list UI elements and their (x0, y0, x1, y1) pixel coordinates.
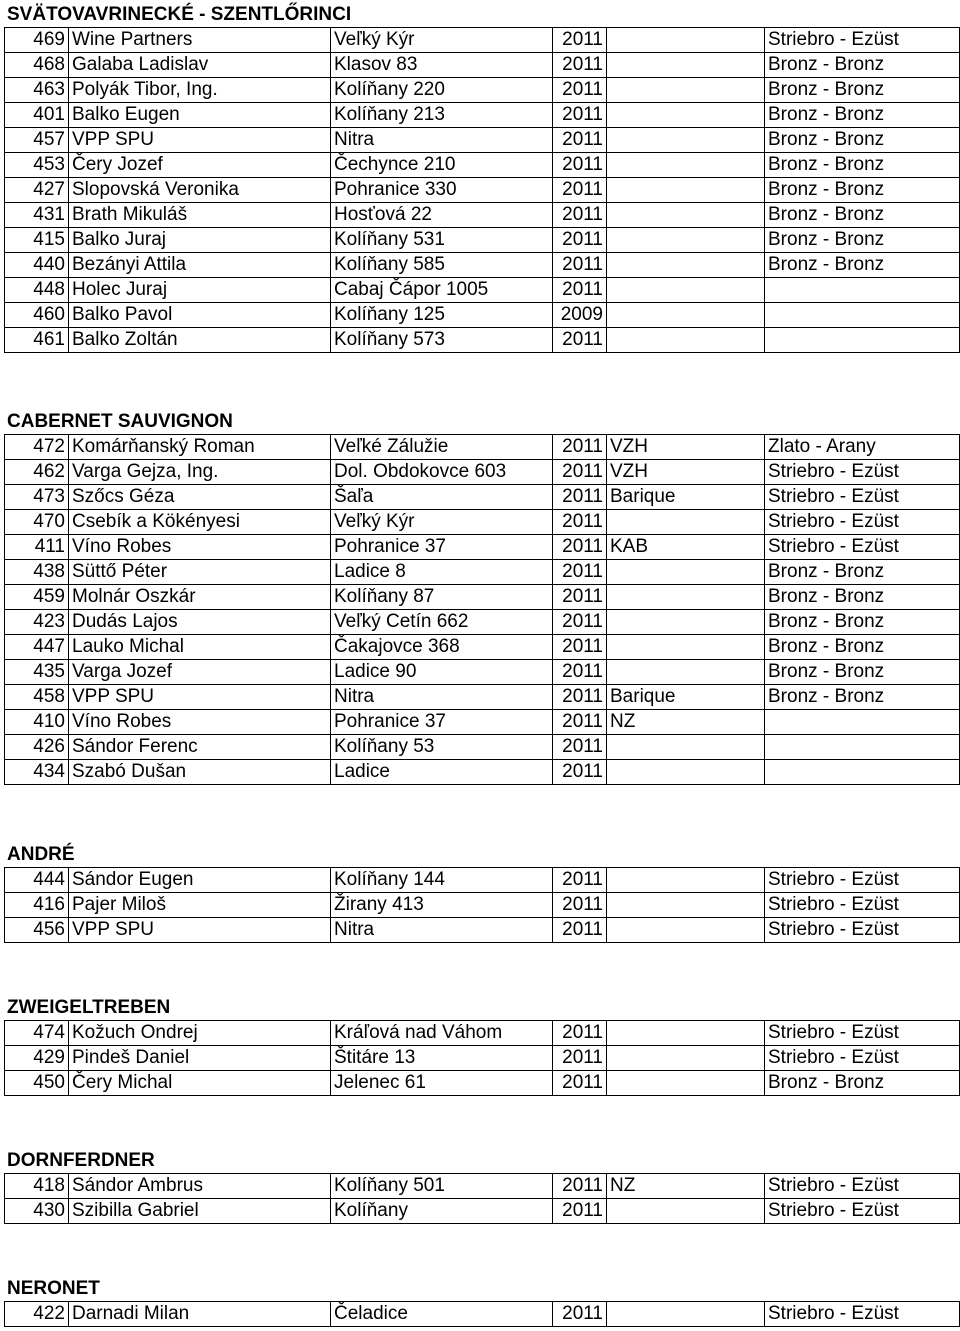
cell-producer: Darnadi Milan (69, 1302, 331, 1327)
cell-year: 2011 (553, 918, 607, 943)
section-title: ZWEIGELTREBEN (7, 997, 171, 1018)
cell-year: 2011 (553, 560, 607, 585)
cell-year: 2011 (553, 485, 607, 510)
cell-note (607, 253, 765, 278)
table-row (5, 103, 960, 128)
cell-number: 411 (5, 535, 69, 560)
cell-location: Kolíňany 531 (331, 228, 553, 253)
section-dornferdner (0, 1148, 960, 1224)
table-row (5, 710, 960, 735)
section-title: NERONET (7, 1278, 100, 1299)
cell-medal: Bronz - Bronz (765, 128, 960, 153)
cell-note (607, 128, 765, 153)
cell-number: 434 (5, 760, 69, 785)
cell-year: 2011 (553, 585, 607, 610)
table-row (5, 535, 960, 560)
cell-medal: Striebro - Ezüst (765, 1199, 960, 1224)
cell-year: 2011 (553, 78, 607, 103)
cell-medal: Striebro - Ezüst (765, 918, 960, 943)
cell-year: 2011 (553, 1021, 607, 1046)
cell-producer: Varga Jozef (69, 660, 331, 685)
cell-medal: Bronz - Bronz (765, 53, 960, 78)
cell-location: Kráľová nad Váhom (331, 1021, 553, 1046)
section-zweigeltreben (0, 995, 960, 1096)
cell-note (607, 760, 765, 785)
cell-location: Veľký Kýr (331, 28, 553, 53)
table-row (5, 303, 960, 328)
cell-note: NZ (607, 1174, 765, 1199)
cell-note (607, 53, 765, 78)
cell-location: Ladice 90 (331, 660, 553, 685)
cell-number: 416 (5, 893, 69, 918)
cell-note (607, 78, 765, 103)
cell-location: Klasov 83 (331, 53, 553, 78)
cell-producer: Čery Michal (69, 1071, 331, 1096)
cell-producer: Galaba Ladislav (69, 53, 331, 78)
cell-year: 2009 (553, 303, 607, 328)
cell-medal (765, 303, 960, 328)
cell-year: 2011 (553, 635, 607, 660)
cell-producer: Balko Juraj (69, 228, 331, 253)
cell-producer: Víno Robes (69, 710, 331, 735)
table-row (5, 435, 960, 460)
cell-location: Štitáre 13 (331, 1046, 553, 1071)
table-row (5, 585, 960, 610)
cell-medal: Bronz - Bronz (765, 685, 960, 710)
table-row (5, 278, 960, 303)
cell-location: Nitra (331, 918, 553, 943)
cell-year: 2011 (553, 253, 607, 278)
cell-note (607, 868, 765, 893)
cell-number: 461 (5, 328, 69, 353)
section-andre (0, 842, 960, 943)
cell-producer: Komárňanský Roman (69, 435, 331, 460)
results-table (4, 1301, 960, 1327)
section-neronet (0, 1276, 960, 1327)
cell-number: 410 (5, 710, 69, 735)
table-row (5, 610, 960, 635)
cell-medal: Bronz - Bronz (765, 660, 960, 685)
cell-medal: Striebro - Ezüst (765, 1021, 960, 1046)
cell-medal: Striebro - Ezüst (765, 485, 960, 510)
cell-location: Čeladice (331, 1302, 553, 1327)
cell-year: 2011 (553, 328, 607, 353)
cell-note (607, 635, 765, 660)
table-row (5, 760, 960, 785)
cell-number: 429 (5, 1046, 69, 1071)
cell-year: 2011 (553, 710, 607, 735)
cell-location: Dol. Obdokovce 603 (331, 460, 553, 485)
cell-producer: Wine Partners (69, 28, 331, 53)
table-row (5, 78, 960, 103)
table-row (5, 1071, 960, 1096)
cell-medal (765, 735, 960, 760)
cell-note (607, 103, 765, 128)
cell-producer: Szőcs Géza (69, 485, 331, 510)
cell-year: 2011 (553, 735, 607, 760)
cell-location: Šaľa (331, 485, 553, 510)
table-row (5, 53, 960, 78)
cell-medal: Striebro - Ezüst (765, 1046, 960, 1071)
cell-producer: Čery Jozef (69, 153, 331, 178)
cell-producer: Varga Gejza, Ing. (69, 460, 331, 485)
cell-note (607, 585, 765, 610)
table-row (5, 253, 960, 278)
cell-producer: Bezányi Attila (69, 253, 331, 278)
cell-year: 2011 (553, 460, 607, 485)
cell-note (607, 203, 765, 228)
table-row (5, 893, 960, 918)
cell-note: VZH (607, 435, 765, 460)
table-row (5, 635, 960, 660)
table-row (5, 735, 960, 760)
table-row (5, 178, 960, 203)
cell-year: 2011 (553, 1302, 607, 1327)
table-row (5, 918, 960, 943)
results-table (4, 1173, 960, 1224)
cell-note (607, 660, 765, 685)
cell-number: 470 (5, 510, 69, 535)
cell-location: Nitra (331, 128, 553, 153)
cell-medal: Striebro - Ezüst (765, 868, 960, 893)
cell-location: Žirany 413 (331, 893, 553, 918)
table-row (5, 560, 960, 585)
cell-number: 418 (5, 1174, 69, 1199)
table-row (5, 203, 960, 228)
cell-year: 2011 (553, 203, 607, 228)
cell-note: NZ (607, 710, 765, 735)
cell-medal: Bronz - Bronz (765, 253, 960, 278)
results-table (4, 1020, 960, 1096)
cell-number: 456 (5, 918, 69, 943)
cell-location: Kolíňany 501 (331, 1174, 553, 1199)
cell-number: 444 (5, 868, 69, 893)
cell-medal: Bronz - Bronz (765, 203, 960, 228)
cell-producer: Balko Pavol (69, 303, 331, 328)
cell-medal: Striebro - Ezüst (765, 460, 960, 485)
cell-year: 2011 (553, 760, 607, 785)
cell-producer: Kožuch Ondrej (69, 1021, 331, 1046)
cell-medal (765, 278, 960, 303)
cell-year: 2011 (553, 1174, 607, 1199)
cell-producer: Lauko Michal (69, 635, 331, 660)
cell-producer: Sándor Eugen (69, 868, 331, 893)
cell-location: Kolíňany 220 (331, 78, 553, 103)
cell-number: 460 (5, 303, 69, 328)
cell-producer: Dudás Lajos (69, 610, 331, 635)
cell-location: Kolíňany 144 (331, 868, 553, 893)
results-table (4, 434, 960, 785)
cell-producer: Sándor Ambrus (69, 1174, 331, 1199)
cell-medal: Bronz - Bronz (765, 610, 960, 635)
cell-location: Pohranice 37 (331, 535, 553, 560)
cell-medal: Striebro - Ezüst (765, 28, 960, 53)
cell-location: Pohranice 37 (331, 710, 553, 735)
cell-year: 2011 (553, 278, 607, 303)
cell-number: 431 (5, 203, 69, 228)
cell-location: Nitra (331, 685, 553, 710)
cell-producer: Süttő Péter (69, 560, 331, 585)
cell-location: Veľké Zálužie (331, 435, 553, 460)
cell-medal: Bronz - Bronz (765, 585, 960, 610)
cell-number: 453 (5, 153, 69, 178)
cell-note (607, 153, 765, 178)
cell-number: 415 (5, 228, 69, 253)
table-row (5, 1046, 960, 1071)
cell-year: 2011 (553, 660, 607, 685)
cell-year: 2011 (553, 893, 607, 918)
table-row (5, 1199, 960, 1224)
cell-note (607, 918, 765, 943)
cell-note (607, 328, 765, 353)
results-table (4, 27, 960, 353)
table-row (5, 868, 960, 893)
cell-producer: Szibilla Gabriel (69, 1199, 331, 1224)
cell-number: 473 (5, 485, 69, 510)
cell-year: 2011 (553, 535, 607, 560)
cell-producer: Sándor Ferenc (69, 735, 331, 760)
cell-number: 447 (5, 635, 69, 660)
cell-number: 426 (5, 735, 69, 760)
cell-location: Čakajovce 368 (331, 635, 553, 660)
cell-number: 423 (5, 610, 69, 635)
cell-note (607, 560, 765, 585)
section-title: ANDRÉ (7, 844, 75, 865)
cell-year: 2011 (553, 128, 607, 153)
cell-number: 435 (5, 660, 69, 685)
cell-number: 468 (5, 53, 69, 78)
cell-medal: Bronz - Bronz (765, 78, 960, 103)
cell-medal: Bronz - Bronz (765, 153, 960, 178)
cell-year: 2011 (553, 153, 607, 178)
cell-note (607, 1071, 765, 1096)
cell-note (607, 278, 765, 303)
cell-number: 458 (5, 685, 69, 710)
cell-producer: Balko Eugen (69, 103, 331, 128)
cell-location: Kolíňany 585 (331, 253, 553, 278)
results-table (4, 867, 960, 943)
cell-number: 450 (5, 1071, 69, 1096)
cell-location: Kolíňany 213 (331, 103, 553, 128)
cell-location: Jelenec 61 (331, 1071, 553, 1096)
cell-producer: Holec Juraj (69, 278, 331, 303)
cell-location: Ladice (331, 760, 553, 785)
table-row (5, 510, 960, 535)
cell-note (607, 228, 765, 253)
cell-number: 401 (5, 103, 69, 128)
table-row (5, 685, 960, 710)
cell-year: 2011 (553, 103, 607, 128)
cell-note (607, 303, 765, 328)
cell-medal: Zlato - Arany (765, 435, 960, 460)
cell-note (607, 735, 765, 760)
cell-medal: Striebro - Ezüst (765, 1302, 960, 1327)
cell-year: 2011 (553, 1199, 607, 1224)
cell-year: 2011 (553, 435, 607, 460)
table-row (5, 485, 960, 510)
cell-note (607, 1302, 765, 1327)
section-title: CABERNET SAUVIGNON (7, 411, 233, 432)
cell-year: 2011 (553, 1046, 607, 1071)
cell-number: 474 (5, 1021, 69, 1046)
cell-number: 427 (5, 178, 69, 203)
cell-location: Ladice 8 (331, 560, 553, 585)
cell-note: Barique (607, 485, 765, 510)
cell-producer: VPP SPU (69, 128, 331, 153)
cell-producer: Víno Robes (69, 535, 331, 560)
table-row (5, 128, 960, 153)
table-row (5, 1174, 960, 1199)
cell-note: VZH (607, 460, 765, 485)
cell-medal: Striebro - Ezüst (765, 1174, 960, 1199)
table-row (5, 1021, 960, 1046)
table-row (5, 28, 960, 53)
cell-note (607, 893, 765, 918)
cell-number: 438 (5, 560, 69, 585)
cell-location: Hosťová 22 (331, 203, 553, 228)
cell-location: Cabaj Čápor 1005 (331, 278, 553, 303)
table-row (5, 1302, 960, 1327)
cell-location: Kolíňany 573 (331, 328, 553, 353)
cell-year: 2011 (553, 868, 607, 893)
cell-note (607, 1046, 765, 1071)
table-row (5, 460, 960, 485)
cell-medal: Striebro - Ezüst (765, 893, 960, 918)
cell-location: Pohranice 330 (331, 178, 553, 203)
cell-producer: Brath Mikuláš (69, 203, 331, 228)
cell-number: 462 (5, 460, 69, 485)
cell-year: 2011 (553, 1071, 607, 1096)
cell-note (607, 1021, 765, 1046)
cell-location: Veľký Cetín 662 (331, 610, 553, 635)
cell-note: Barique (607, 685, 765, 710)
cell-producer: VPP SPU (69, 918, 331, 943)
cell-location: Kolíňany (331, 1199, 553, 1224)
cell-year: 2011 (553, 28, 607, 53)
cell-number: 459 (5, 585, 69, 610)
table-row (5, 660, 960, 685)
cell-producer: Pindeš Daniel (69, 1046, 331, 1071)
cell-number: 440 (5, 253, 69, 278)
cell-note (607, 178, 765, 203)
cell-year: 2011 (553, 685, 607, 710)
cell-location: Kolíňany 53 (331, 735, 553, 760)
cell-note (607, 610, 765, 635)
cell-producer: Polyák Tibor, Ing. (69, 78, 331, 103)
section-title: DORNFERDNER (7, 1150, 155, 1171)
cell-medal (765, 328, 960, 353)
table-row (5, 328, 960, 353)
cell-medal: Bronz - Bronz (765, 635, 960, 660)
cell-medal: Bronz - Bronz (765, 178, 960, 203)
cell-medal: Striebro - Ezüst (765, 510, 960, 535)
cell-year: 2011 (553, 228, 607, 253)
cell-producer: VPP SPU (69, 685, 331, 710)
cell-medal: Bronz - Bronz (765, 103, 960, 128)
cell-location: Veľký Kýr (331, 510, 553, 535)
cell-producer: Slopovská Veronika (69, 178, 331, 203)
cell-year: 2011 (553, 510, 607, 535)
cell-note: KAB (607, 535, 765, 560)
cell-number: 448 (5, 278, 69, 303)
cell-medal: Bronz - Bronz (765, 560, 960, 585)
cell-medal (765, 710, 960, 735)
cell-producer: Balko Zoltán (69, 328, 331, 353)
cell-producer: Szabó Dušan (69, 760, 331, 785)
cell-number: 469 (5, 28, 69, 53)
cell-year: 2011 (553, 178, 607, 203)
cell-producer: Molnár Oszkár (69, 585, 331, 610)
cell-medal: Bronz - Bronz (765, 228, 960, 253)
cell-producer: Pajer Miloš (69, 893, 331, 918)
cell-producer: Csebík a Kökényesi (69, 510, 331, 535)
section-title: SVÄTOVAVRINECKÉ - SZENTLŐRINCI (7, 4, 352, 25)
cell-medal: Bronz - Bronz (765, 1071, 960, 1096)
table-row (5, 228, 960, 253)
cell-year: 2011 (553, 53, 607, 78)
section-svatovavrinecke (0, 2, 960, 353)
cell-number: 422 (5, 1302, 69, 1327)
cell-location: Čechynce 210 (331, 153, 553, 178)
cell-year: 2011 (553, 610, 607, 635)
cell-medal: Striebro - Ezüst (765, 535, 960, 560)
cell-number: 472 (5, 435, 69, 460)
table-row (5, 153, 960, 178)
cell-note (607, 28, 765, 53)
cell-location: Kolíňany 125 (331, 303, 553, 328)
cell-number: 430 (5, 1199, 69, 1224)
cell-number: 463 (5, 78, 69, 103)
section-cabernet-sauvignon (0, 409, 960, 785)
cell-number: 457 (5, 128, 69, 153)
cell-location: Kolíňany 87 (331, 585, 553, 610)
cell-note (607, 1199, 765, 1224)
cell-note (607, 510, 765, 535)
cell-medal (765, 760, 960, 785)
